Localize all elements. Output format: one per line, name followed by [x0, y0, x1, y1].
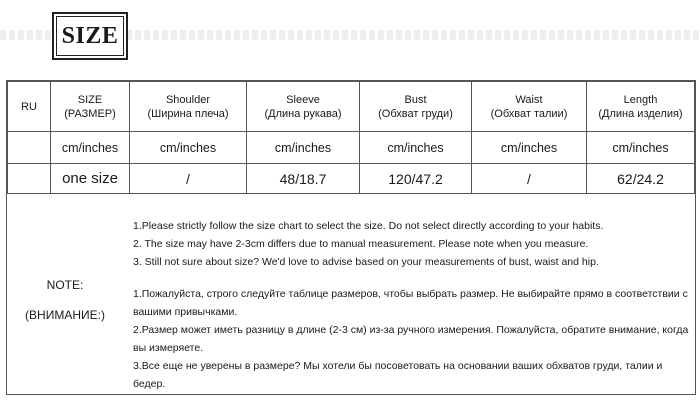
unit-cell: cm/inches — [130, 132, 247, 164]
note-text — [133, 217, 693, 393]
note-line: 3.Все еще не уверены в размере? Мы хотели бы посоветовать на основании ваших обхватов груди, талии и бедер. — [133, 360, 663, 390]
page-title: SIZE — [56, 16, 124, 56]
note-line: 2. The size may have 2-3cm differs due to manual measurement. Please note when you measure. — [133, 238, 589, 250]
header-sleeve: Sleeve (Длина рукава) — [247, 82, 360, 132]
value-cell: / — [472, 164, 587, 194]
value-cell — [8, 164, 51, 194]
note-line: 1.Пожалуйста, строго следуйте таблице размеров, чтобы выбрать размер. Не выбирайте прямо в соответствии с вашими привычками. — [133, 288, 688, 318]
unit-cell: cm/inches — [51, 132, 130, 164]
header-length: Length (Длина изделия) — [587, 82, 695, 132]
note-line: 2.Размер может иметь разницу в длине (2-3 см) из-за ручного измерения. Пожалуйста, обратите внимание, когда вы измеряете. — [133, 324, 689, 354]
header-bust: Bust (Обхват груди) — [360, 82, 472, 132]
note-label-ru: (ВНИМАНИЕ:) — [25, 308, 105, 322]
unit-cell: cm/inches — [247, 132, 360, 164]
note-line: 1.Please strictly follow the size chart to select the size. Do not select directly according to your habits. — [133, 220, 604, 232]
header-ru: RU — [8, 82, 51, 132]
unit-cell: cm/inches — [360, 132, 472, 164]
header-shoulder: Shoulder (Ширина плеча) — [130, 82, 247, 132]
values-row — [8, 164, 695, 194]
size-table — [7, 81, 695, 194]
value-cell: 48/18.7 — [247, 164, 360, 194]
size-chart — [6, 80, 696, 395]
title-badge — [52, 12, 128, 60]
unit-cell: cm/inches — [587, 132, 695, 164]
units-row — [8, 132, 695, 164]
value-cell: 62/24.2 — [587, 164, 695, 194]
note-label — [25, 278, 105, 322]
value-cell: 120/47.2 — [360, 164, 472, 194]
header-row — [8, 82, 695, 132]
value-cell: / — [130, 164, 247, 194]
value-cell: one size — [51, 164, 130, 194]
note-label-en: NOTE: — [46, 278, 84, 292]
unit-cell: cm/inches — [472, 132, 587, 164]
unit-cell — [8, 132, 51, 164]
note-line: 3. Still not sure about size? We'd love to advise based on your measurements of bust, waist and hip. — [133, 256, 599, 268]
header-waist: Waist (Обхват талии) — [472, 82, 587, 132]
header-size: SIZE (РАЗМЕР) — [51, 82, 130, 132]
note-section — [7, 194, 695, 394]
